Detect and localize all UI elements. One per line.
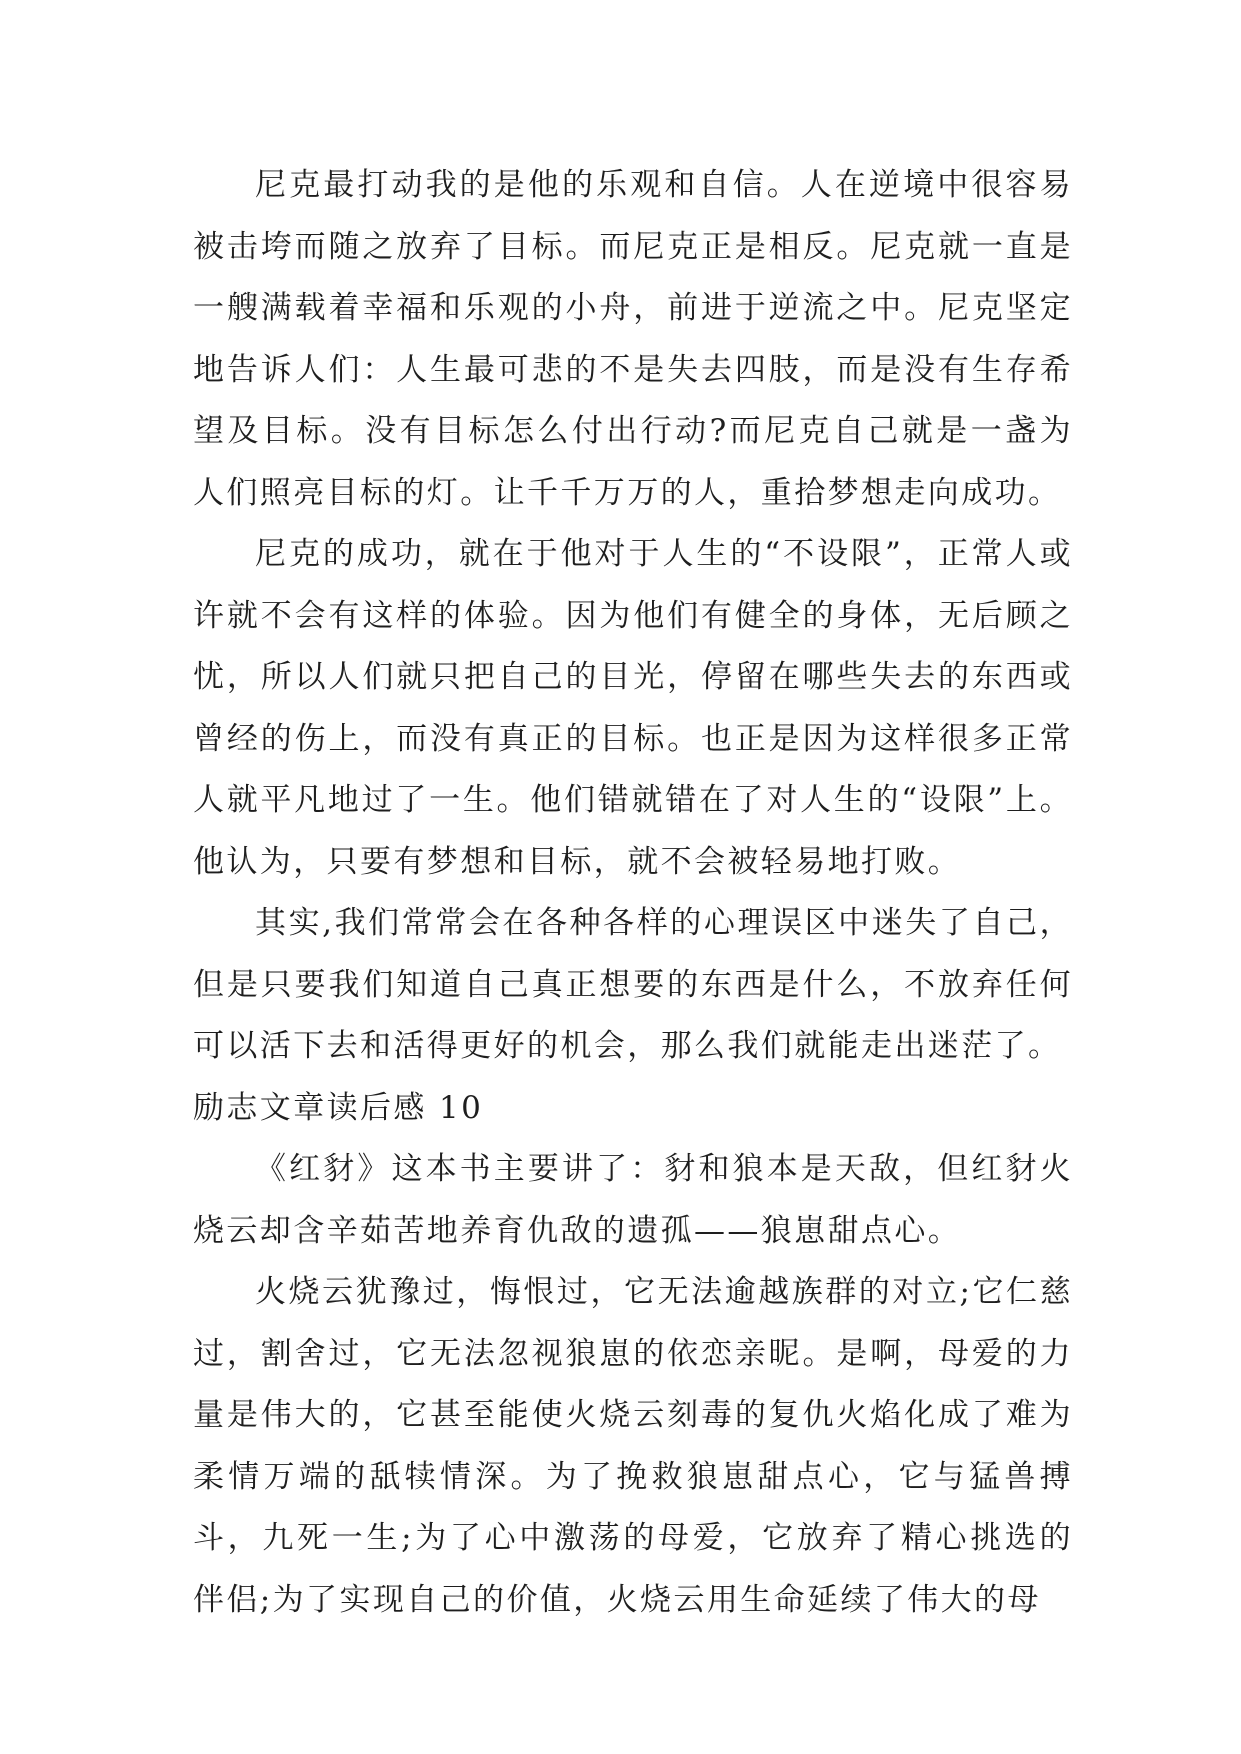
- document-body: [193, 155, 1073, 1631]
- section-heading: 励志文章读后感 10: [193, 1089, 484, 1126]
- paragraph-4: 《红豺》这本书主要讲了：豺和狼本是天敌，但红豺火烧云却含辛茹苦地养育仇敌的遗孤——狼崽甜点心。: [193, 1151, 1073, 1249]
- paragraph-3: 其实,我们常常会在各种各样的心理误区中迷失了自己，但是只要我们知道自己真正想要的东西是什么，不放弃任何可以活下去和活得更好的机会，那么我们就能走出迷茫了。: [193, 905, 1073, 1064]
- paragraph-2: 尼克的成功，就在于他对于人生的“不设限”，正常人或许就不会有这样的体验。因为他们有健全的身体，无后顾之忧，所以人们就只把自己的目光，停留在哪些失去的东西或曾经的伤上，而没有真正的目标。也正是因为这样很多正常人就平凡地过了一生。他们错就错在了对人生的“设限”上。他认为，只要有梦想和目标，就不会被轻易地打败。: [193, 536, 1073, 880]
- paragraph-5: 火烧云犹豫过，悔恨过，它无法逾越族群的对立;它仁慈过，割舍过，它无法忽视狼崽的依恋亲昵。是啊，母爱的力量是伟大的，它甚至能使火烧云刻毒的复仇火焰化成了难为柔情万端的舐犊情深。为了挽救狼崽甜点心，它与猛兽搏斗，九死一生;为了心中激荡的母爱，它放弃了精心挑选的伴侣;为了实现自己的价值，火烧云用生命延续了伟大的母: [193, 1274, 1073, 1618]
- paragraph-1: 尼克最打动我的是他的乐观和自信。人在逆境中很容易被击垮而随之放弃了目标。而尼克正是相反。尼克就一直是一艘满载着幸福和乐观的小舟，前进于逆流之中。尼克坚定地告诉人们：人生最可悲的不是失去四肢，而是没有生存希望及目标。没有目标怎么付出行动?而尼克自己就是一盏为人们照亮目标的灯。让千千万万的人，重拾梦想走向成功。: [193, 167, 1073, 511]
